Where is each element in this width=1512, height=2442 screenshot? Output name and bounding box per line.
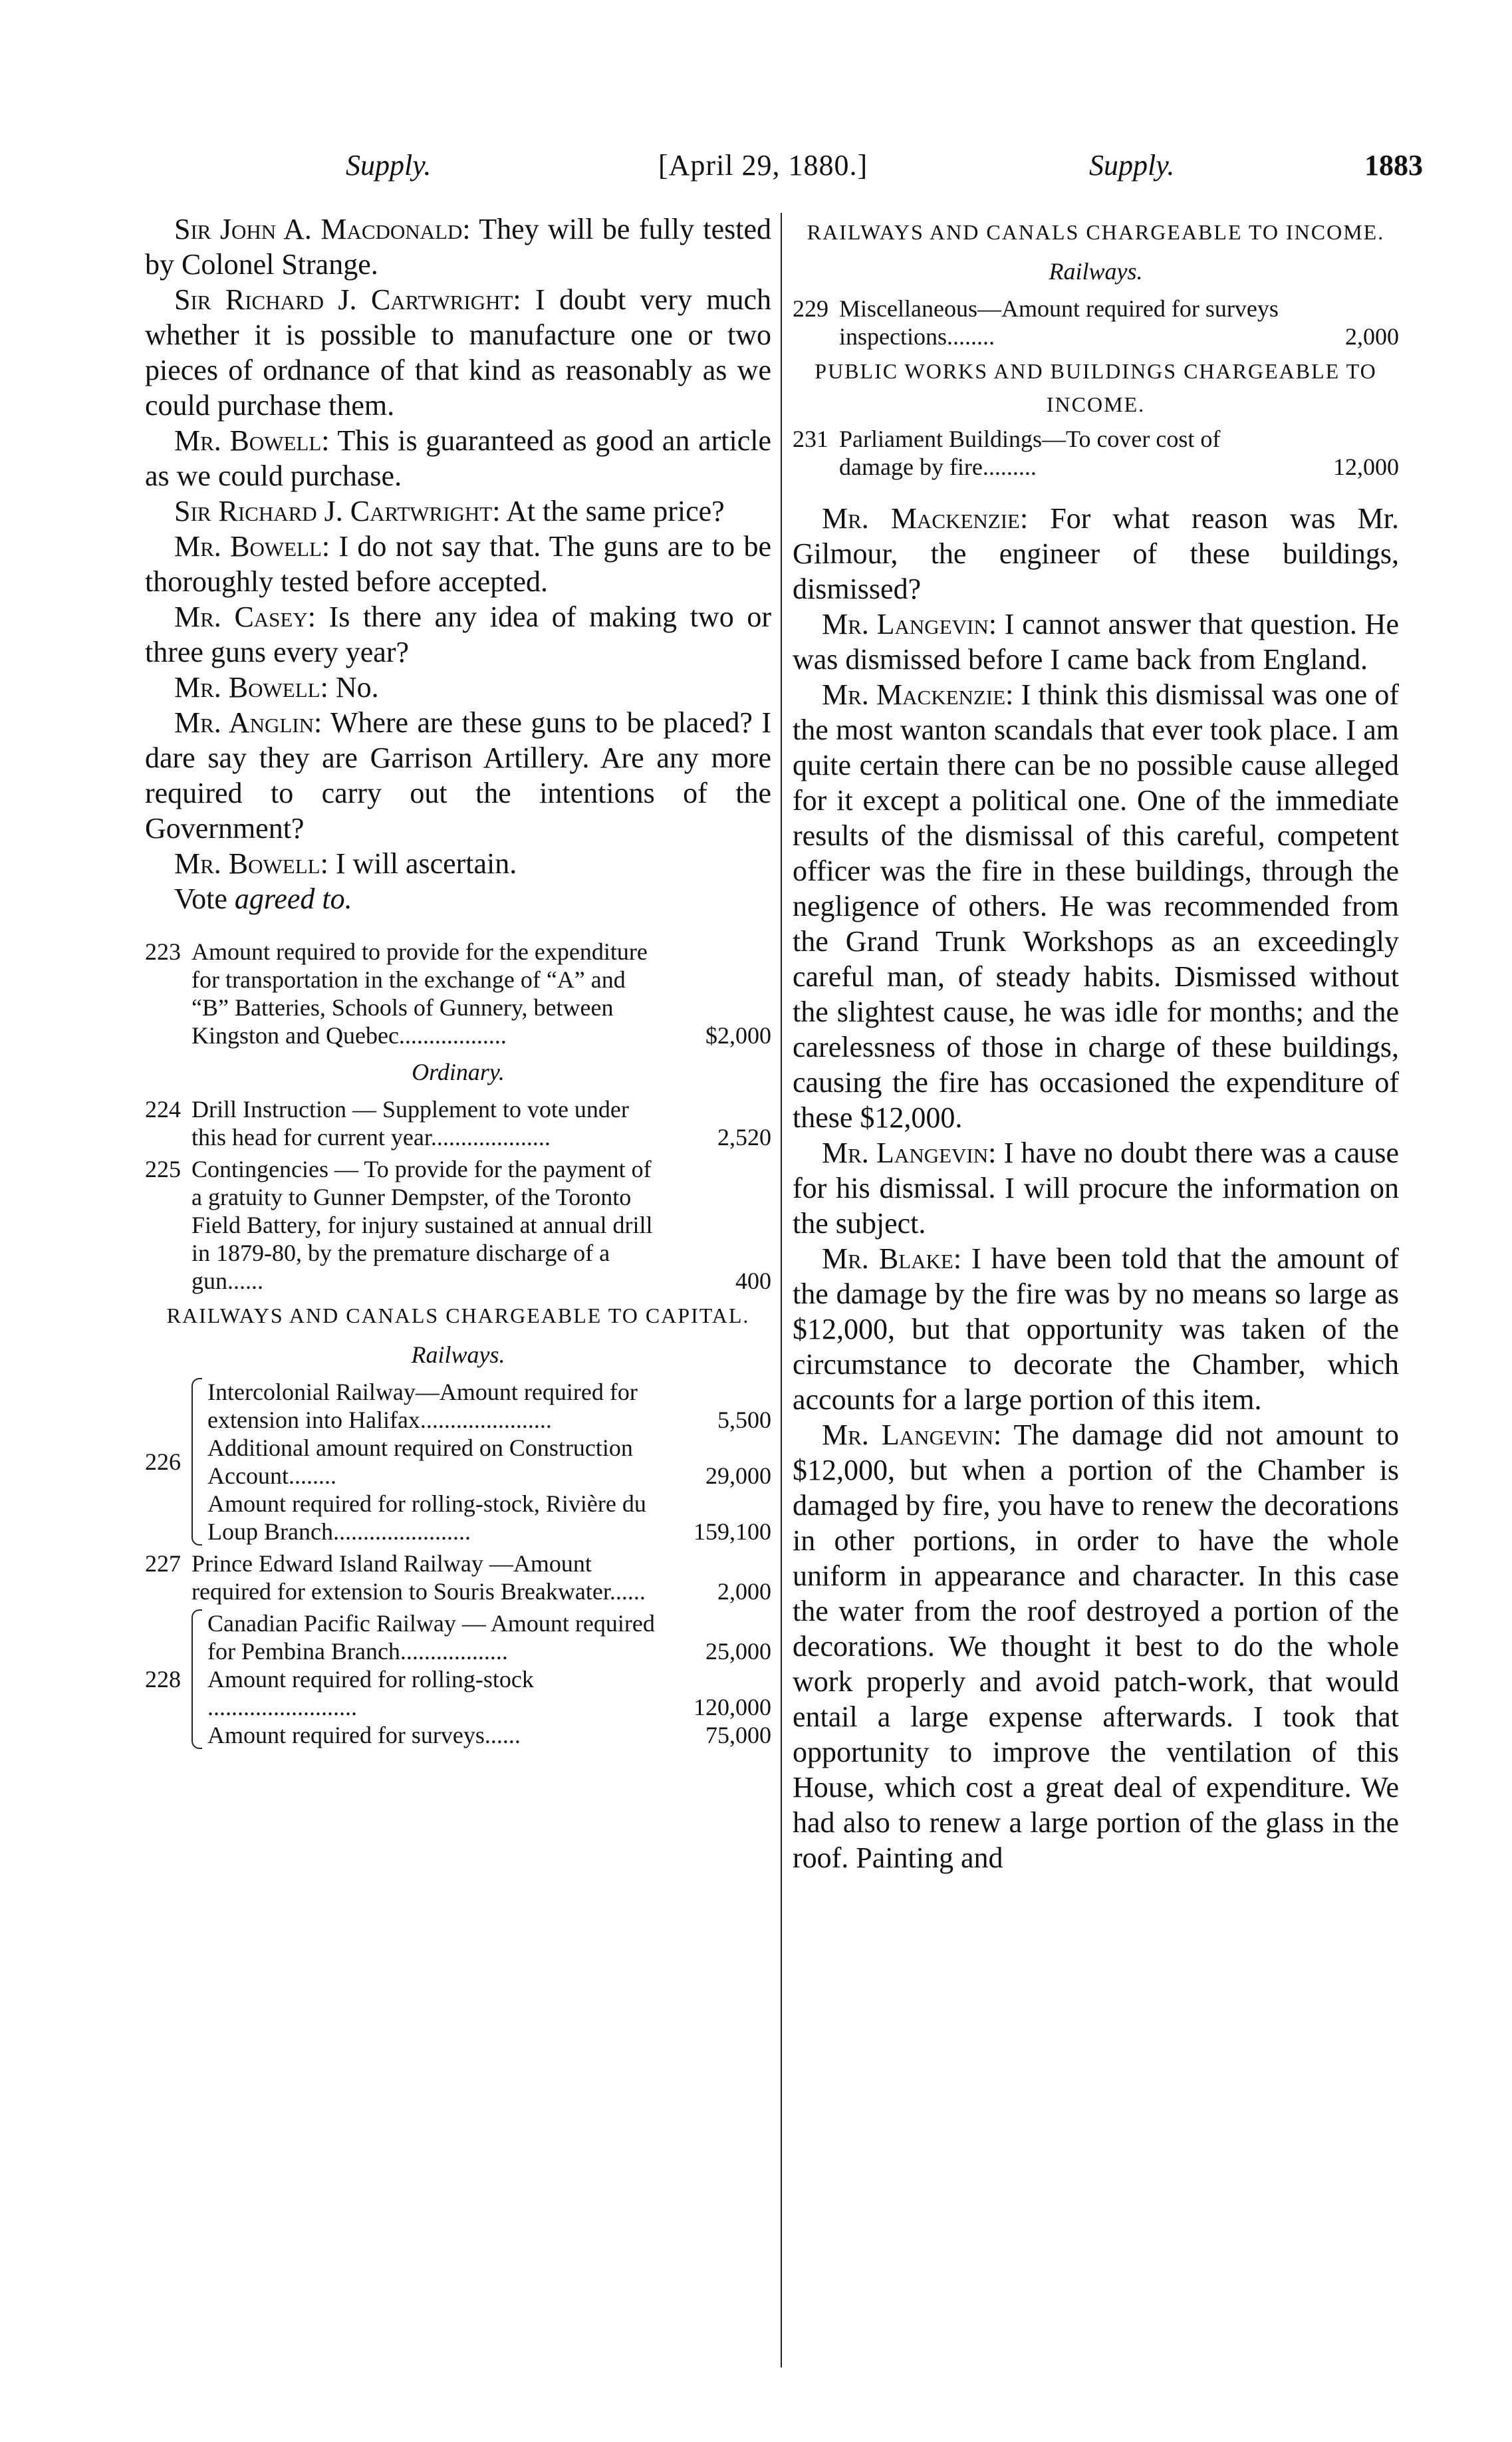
item-description: Drill Instruction — Supplement to vote under this head for current year.................... <box>191 1096 629 1151</box>
speaker: Mr. Langevin: <box>822 608 997 640</box>
section-heading-public-works: PUBLIC WORKS AND BUILDINGS CHARGEABLE TO INCOME. <box>815 359 1377 416</box>
row-amount: 5,500 <box>717 1407 771 1433</box>
group-rows <box>207 1378 771 1546</box>
row-description: Amount required for surveys...... <box>207 1722 521 1748</box>
speech-text: I have been told that the amount of the damage by the fire was by no means so large as $12,000, but that opportunity was taken of the circumstance to decorate the Chamber, which accounts for a large portion of this item. <box>793 1242 1399 1416</box>
estimate-item-227 <box>145 1550 771 1605</box>
speaker: Mr. Blake: <box>822 1242 962 1275</box>
speaker: Mr. Bowell: <box>174 530 330 563</box>
item-number: 224 <box>145 1096 181 1123</box>
group-row <box>207 1665 771 1721</box>
speaker: Mr. Bowell: <box>174 671 328 704</box>
row-description: Amount required for rolling-stock, Rivière du Loup Branch....................... <box>207 1490 646 1545</box>
speaker: Sir Richard J. Cartwright: <box>174 283 521 316</box>
estimate-item-223 <box>145 938 771 1049</box>
section-heading-capital: RAILWAYS AND CANALS CHARGEABLE TO CAPITAL. <box>166 1303 750 1327</box>
row-description: Additional amount required on Construction Account........ <box>207 1434 633 1489</box>
speech <box>145 846 771 881</box>
row-amount: 29,000 <box>705 1462 771 1489</box>
item-number: 231 <box>793 426 828 452</box>
left-column <box>145 211 771 1753</box>
speech-text: They will be fully tested by Colonel Strange. <box>145 213 771 281</box>
running-header <box>346 138 1423 192</box>
header-date: [April 29, 1880.] <box>658 148 868 182</box>
item-description: Amount required to provide for the expenditure for transportation in the exchange of “A” and “B” Batteries, Schools of Gunnery, between Kingston and Quebec.................. <box>191 938 648 1049</box>
speech <box>145 423 771 493</box>
speech <box>145 670 771 705</box>
speaker: Mr. Mackenzie: <box>822 502 1029 535</box>
speech <box>145 211 771 282</box>
header-right-title: Supply. <box>1089 148 1175 182</box>
row-amount: 75,000 <box>705 1722 771 1748</box>
item-number: 227 <box>145 1550 181 1577</box>
speech-text: I will ascertain. <box>328 847 517 880</box>
speech <box>793 1417 1399 1875</box>
group-row <box>207 1490 771 1546</box>
estimate-item-231 <box>793 425 1399 481</box>
estimate-item-224 <box>145 1095 771 1151</box>
row-amount: 159,100 <box>693 1518 771 1545</box>
speaker: Mr. Langevin: <box>822 1419 1002 1451</box>
item-amount: 2,000 <box>717 1578 771 1605</box>
item-description: Prince Edward Island Railway —Amount required for extension to Souris Breakwater...... <box>191 1550 646 1605</box>
speech-text: I do not say that. The guns are to be thoroughly tested before accepted. <box>145 530 771 598</box>
column-divider <box>781 213 782 2368</box>
group-row <box>207 1609 771 1665</box>
speaker: Mr. Casey: <box>174 601 316 633</box>
speech <box>793 501 1399 607</box>
speech-text: I have no doubt there was a cause for his dismissal. I will procure the information on the subject. <box>793 1137 1399 1240</box>
row-description: Intercolonial Railway—Amount required for extension into Halifax...................... <box>207 1379 638 1433</box>
vote-result <box>145 881 771 916</box>
item-description: Miscellaneous—Amount required for surveys inspections........ <box>839 295 1279 350</box>
speech <box>145 529 771 599</box>
header-left-title: Supply. <box>346 148 432 182</box>
row-amount: 120,000 <box>693 1694 771 1720</box>
group-number: 226 <box>145 1448 181 1475</box>
vote-prefix: Vote <box>174 882 235 915</box>
brace-icon <box>191 1609 202 1749</box>
speech-text: I cannot answer that question. He was dismissed before I came back from England. <box>793 608 1399 676</box>
page-number: 1883 <box>1364 148 1423 182</box>
speaker: Mr. Anglin: <box>174 706 322 739</box>
speech <box>145 705 771 846</box>
section-heading-income: RAILWAYS AND CANALS CHARGEABLE TO INCOME. <box>807 220 1385 244</box>
speech-text: The damage did not amount to $12,000, but when a portion of the Chamber is damaged by fire, you have to renew the decorations in other portions, in order to have the whole uniform in appearance and character. In this case the water from the roof destroyed a portion of the decorations. We thought it best to do the whole work properly and avoid patch-work, that would entail a large expense afterwards. I took that opportunity to improve the ventilation of this House, which cost a great deal of expenditure. We had also to renew a large portion of the glass in the roof. Painting and <box>793 1419 1399 1874</box>
item-amount: $2,000 <box>705 1022 771 1049</box>
item-amount: 400 <box>735 1268 771 1294</box>
item-number: 223 <box>145 938 181 965</box>
speech-text: Is there any idea of making two or three guns every year? <box>145 601 771 668</box>
speech <box>145 599 771 670</box>
speech <box>793 1241 1399 1417</box>
group-rows <box>207 1609 771 1749</box>
group-row <box>207 1434 771 1490</box>
speech-text: For what reason was Mr. Gilmour, the engineer of these buildings, dismissed? <box>793 502 1399 605</box>
estimate-group-228 <box>145 1609 771 1749</box>
vote-italic: agreed to. <box>234 882 352 915</box>
estimate-group-226 <box>145 1378 771 1546</box>
row-amount: 25,000 <box>705 1638 771 1665</box>
speech-text: No. <box>328 671 379 704</box>
group-number: 228 <box>145 1666 181 1693</box>
speech <box>145 493 771 529</box>
brace-icon <box>191 1378 202 1546</box>
row-description: Canadian Pacific Railway — Amount required for Pembina Branch.................. <box>207 1610 655 1665</box>
item-description: Parliament Buildings—To cover cost of damage by fire......... <box>839 426 1221 480</box>
speech <box>793 1135 1399 1241</box>
row-description: Amount required for rolling-stock ......................... <box>207 1666 534 1720</box>
estimate-item-229 <box>793 295 1399 350</box>
item-number: 225 <box>145 1156 181 1182</box>
speech <box>145 282 771 423</box>
speech-text: Where are these guns to be placed? I dare say they are Garrison Artillery. Are any more required to carry out the intentions of the Government? <box>145 706 771 845</box>
speaker: Mr. Mackenzie: <box>822 678 1014 711</box>
speech-text: This is guaranteed as good an article as we could purchase. <box>145 424 772 492</box>
section-subheading-railways: Railways. <box>411 1341 505 1368</box>
right-column <box>793 211 1399 1875</box>
group-row <box>207 1721 771 1749</box>
item-amount: 12,000 <box>1333 454 1399 480</box>
item-amount: 2,520 <box>717 1124 771 1151</box>
speech-text: I think this dismissal was one of the most wanton scandals that ever took place. I am quite certain there can be no possible cause alleged for it except a political one. One of the immediate results of the dismissal of this careful, competent officer was the fire in these buildings, through the negligence of others. He was recommended from the Grand Trunk Workshops as an exceedingly careful man, of steady habits. Dismissed without the slightest cause, he was idle for months; and the carelessness of those in charge of these buildings, causing the fire has occasioned the expenditure of these $12,000. <box>793 678 1399 1134</box>
speaker: Mr. Bowell: <box>174 847 328 880</box>
group-row <box>207 1378 771 1434</box>
section-subheading-ordinary: Ordinary. <box>412 1059 505 1085</box>
item-description: Contingencies — To provide for the payment of a gratuity to Gunner Dempster, of the Toronto Field Battery, for injury sustained at annual drill in 1879-80, by the premature discharge of a gun...... <box>191 1156 653 1294</box>
speaker: Mr. Bowell: <box>174 424 330 457</box>
item-number: 229 <box>793 295 828 322</box>
speech-text: At the same price? <box>500 495 725 527</box>
speech <box>793 677 1399 1135</box>
speech-text: I doubt very much whether it is possible to manufacture one or two pieces of ordnance of that kind as reasonably as we could purchase them. <box>145 283 772 422</box>
estimate-item-225 <box>145 1155 771 1295</box>
speaker: Sir Richard J. Cartwright: <box>174 495 501 527</box>
speaker: Mr. Langevin: <box>822 1137 997 1169</box>
item-amount: 2,000 <box>1345 323 1399 350</box>
section-subheading-railways: Railways. <box>1049 258 1143 285</box>
speaker: Sir John A. Macdonald: <box>174 213 471 245</box>
speech <box>793 607 1399 677</box>
